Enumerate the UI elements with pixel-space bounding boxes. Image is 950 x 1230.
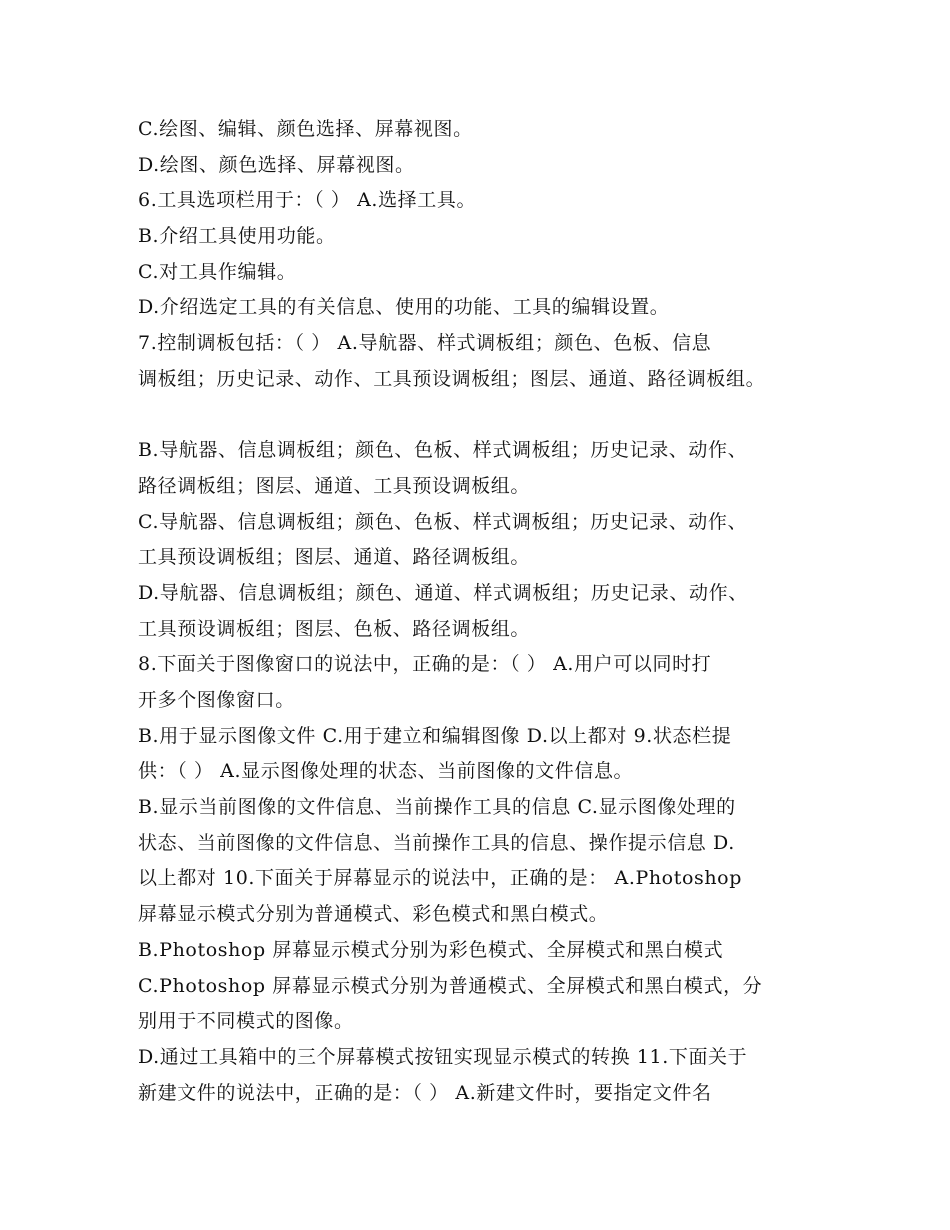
text-line: 工具预设调板组；图层、通道、路径调板组。 bbox=[138, 546, 531, 569]
text-line: B.Photoshop 屏幕显示模式分别为彩色模式、全屏模式和黑白模式 bbox=[138, 938, 724, 961]
text-line: 别用于不同模式的图像。 bbox=[138, 1010, 354, 1033]
text-line: D.通过工具箱中的三个屏幕模式按钮实现显示模式的转换 11.下面关于 bbox=[138, 1045, 748, 1068]
text-line: 以上都对 10.下面关于屏幕显示的说法中，正确的是： A.Photoshop bbox=[138, 867, 742, 890]
text-line: D.导航器、信息调板组；颜色、通道、样式调板组；历史记录、动作、 bbox=[138, 581, 748, 604]
text-line: 供：（ ） A.显示图像处理的状态、当前图像的文件信息。 bbox=[138, 760, 634, 783]
text-line: C.对工具作编辑。 bbox=[138, 260, 297, 283]
text-line: C.Photoshop 屏幕显示模式分别为普通模式、全屏模式和黑白模式，分 bbox=[138, 974, 763, 997]
text-line: B.导航器、信息调板组；颜色、色板、样式调板组；历史记录、动作、 bbox=[138, 439, 748, 462]
text-line: D.介绍选定工具的有关信息、使用的功能、工具的编辑设置。 bbox=[138, 296, 670, 319]
text-line: D.绘图、颜色选择、屏幕视图。 bbox=[138, 153, 415, 176]
text-line: 7.控制调板包括：（ ） A.导航器、样式调板组；颜色、色板、信息 bbox=[138, 332, 712, 355]
text-line: 状态、当前图像的文件信息、当前操作工具的信息、操作提示信息 D. bbox=[138, 831, 735, 854]
text-line: B.介绍工具使用功能。 bbox=[138, 225, 336, 248]
text-line: 屏幕显示模式分别为普通模式、彩色模式和黑白模式。 bbox=[138, 903, 609, 926]
paragraph-gap bbox=[138, 398, 838, 434]
text-line: 调板组；历史记录、动作、工具预设调板组；图层、通道、路径调板组。 bbox=[138, 367, 766, 390]
text-line: 8.下面关于图像窗口的说法中，正确的是：（ ） A.用户可以同时打 bbox=[138, 653, 712, 676]
text-line: C.绘图、编辑、颜色选择、屏幕视图。 bbox=[138, 118, 473, 140]
text-line: 6.工具选项栏用于：（ ） A.选择工具。 bbox=[138, 189, 477, 212]
text-line: C.导航器、信息调板组；颜色、色板、样式调板组；历史记录、动作、 bbox=[138, 510, 748, 533]
text-line: B.显示当前图像的文件信息、当前操作工具的信息 C.显示图像处理的 bbox=[138, 796, 736, 819]
text-line: B.用于显示图像文件 C.用于建立和编辑图像 D.以上都对 9.状态栏提 bbox=[138, 724, 732, 747]
text-line: 工具预设调板组；图层、色板、路径调板组。 bbox=[138, 617, 531, 640]
document-body bbox=[138, 112, 838, 1111]
text-line: 路径调板组；图层、通道、工具预设调板组。 bbox=[138, 474, 531, 497]
text-line: 新建文件的说法中，正确的是：（ ） A.新建文件时，要指定文件名 bbox=[138, 1081, 712, 1104]
text-line: 开多个图像窗口。 bbox=[138, 689, 295, 711]
